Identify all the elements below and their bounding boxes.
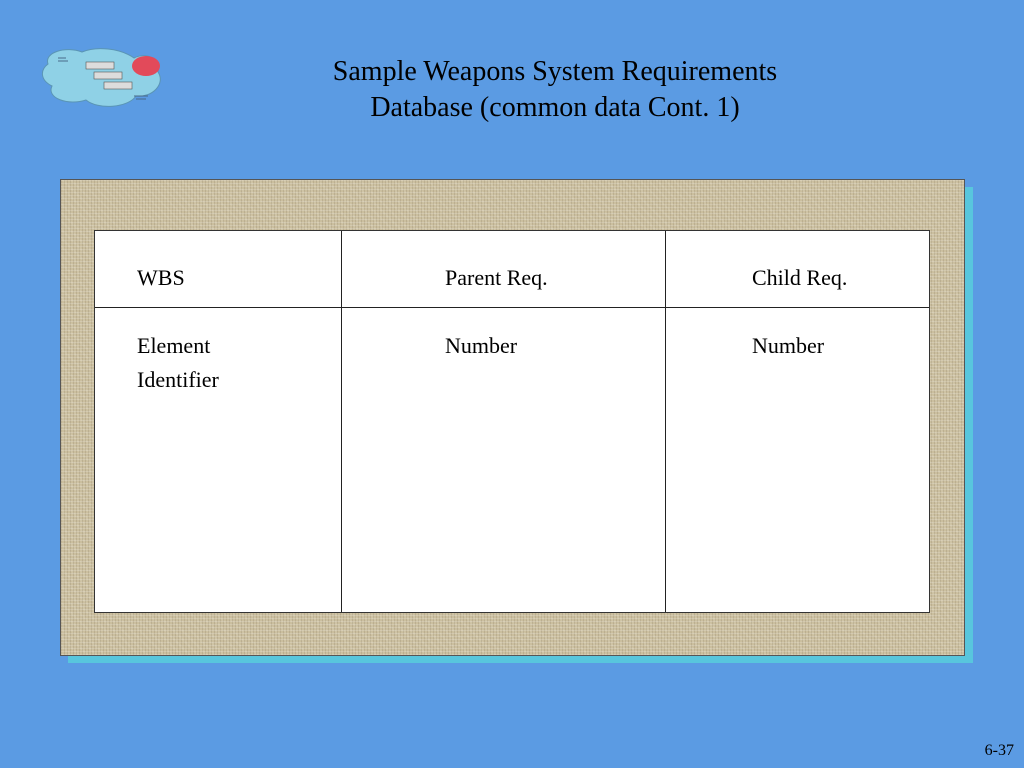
cell-element-identifier: Element Identifier: [137, 333, 219, 392]
cell-child-number: Number: [752, 333, 825, 358]
title-line-2: Database (common data Cont. 1): [370, 92, 740, 123]
slide-title: [240, 54, 870, 126]
column-divider: [341, 231, 342, 612]
header-child-req: Child Req.: [752, 265, 848, 290]
column-divider: [665, 231, 666, 612]
process-map-logo-icon: [38, 44, 166, 112]
page-number: 6-37: [984, 742, 1014, 759]
title-line-1: Sample Weapons System Requirements: [332, 56, 778, 87]
header-parent-req: Parent Req.: [445, 265, 548, 290]
header-divider: [95, 307, 929, 308]
cell-parent-number: Number: [445, 333, 518, 358]
header-wbs: WBS: [137, 265, 185, 290]
requirements-table: [94, 230, 930, 613]
